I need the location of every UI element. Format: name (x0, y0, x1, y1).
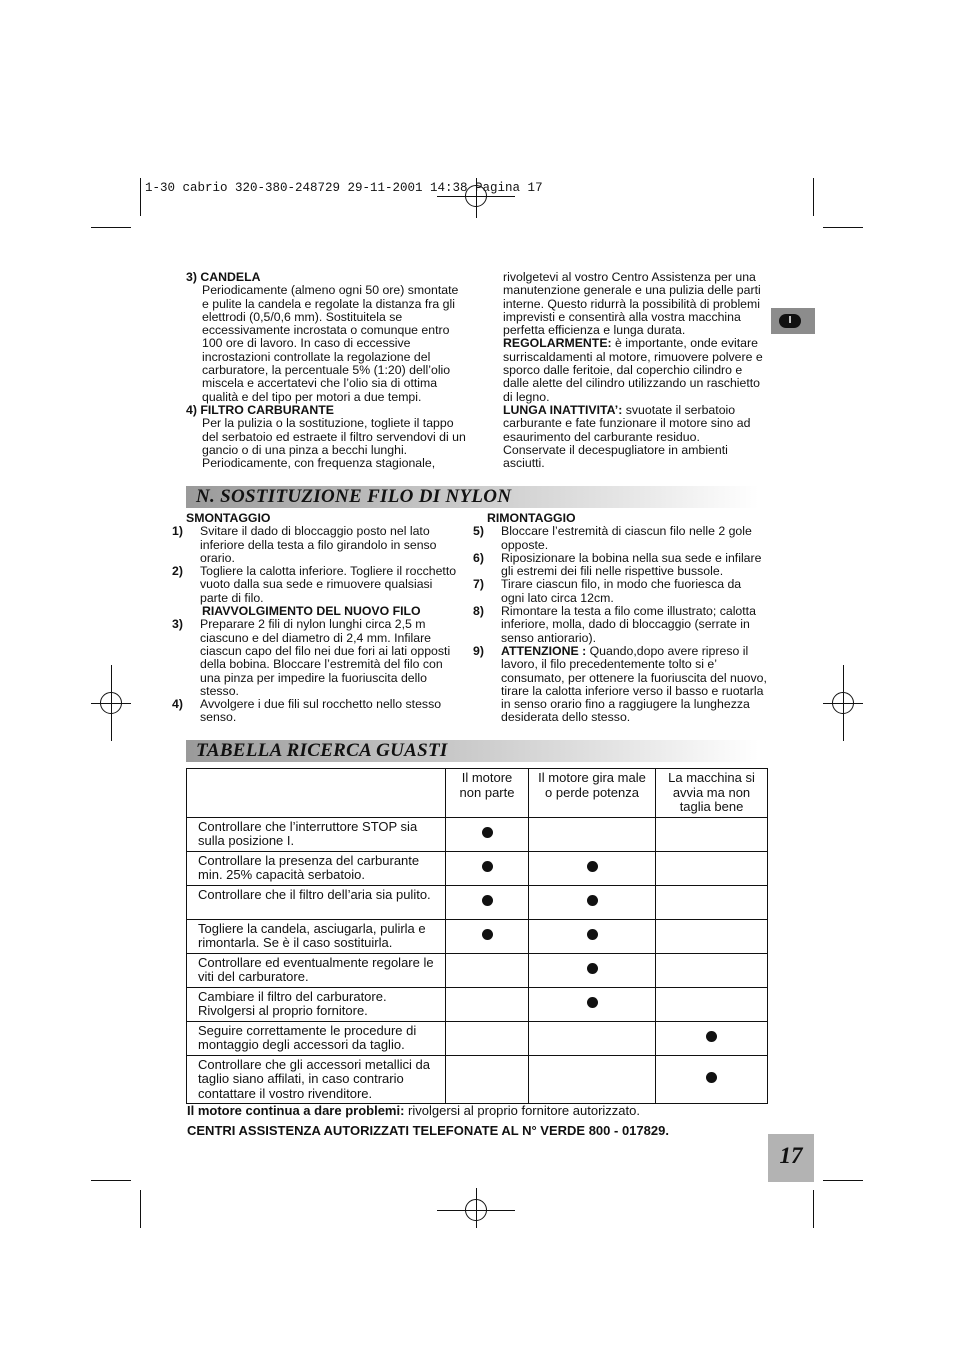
bullet-dot-icon (587, 895, 598, 906)
page-number-box (768, 1134, 814, 1182)
step-5 (473, 524, 767, 552)
step-1-text: Svitare il dado di bloccaggio posto nel lato inferiore della testa a filo girandolo in senso orario. (200, 524, 437, 565)
table-row-action: Controllare la presenza del carburante min. 25% capacità serbatoio. (187, 851, 446, 885)
table-row-action: Togliere la candela, asciugarla, pulirla e rimontarla. Se è il caso sostituirla. (187, 919, 446, 953)
print-header: 1-30 cabrio 320-380-248729 29-11-2001 14:38 Pagina 17 (145, 181, 543, 195)
filtro-text: Per la pulizia o la sostituzione, togliete il tappo del serbatoio ed estraete il filtro servendovi di un gancio o di una pinza a becchi lunghi. Periodicamente, con frequenza stagionale, (202, 416, 466, 471)
candela-title: 3) CANDELA (186, 270, 261, 284)
candela-text: Periodicamente (almeno ogni 50 ore) smontate e pulite la candela e regolate la distanza fra gli elettrodi (0,5/0,6 mm). Sostituitela se eccessivamente incrostata o comunque entro 100 ore di lavoro. In caso di eccessive incrostazioni controllate la regolazione del carburatore, la percentuale 5% (1:20) dell’olio miscela e accertatevi che l’olio sia di ottima qualità e del tipo per motori a due tempi. (202, 283, 459, 404)
step-3 (172, 617, 458, 698)
step-7-text: Tirare ciascun filo, in modo che fuoriesca da ogni lato circa 12cm. (501, 577, 742, 605)
step-8 (473, 604, 767, 645)
conservate-text: Conservate il decespugliatore in ambienti asciutti. (503, 442, 728, 471)
footer-problem-text: rivolgersi al proprio fornitore autorizzato. (404, 1103, 640, 1118)
mark-cell (656, 919, 768, 953)
step-6-text: Riposizionare la bobina nella sua sede e infilare gli estremi dei fili nelle rispettive bussole. (501, 550, 762, 579)
table-header-row (187, 769, 768, 818)
step-2 (172, 564, 458, 605)
mark-cell (529, 987, 656, 1021)
table-row (187, 817, 768, 851)
mark-cell (446, 1021, 529, 1055)
mark-cell (656, 1055, 768, 1104)
table-header-cell: Il motore gira male o perde potenza (529, 769, 656, 818)
step-3-text: Preparare 2 fili di nylon lunghi circa 2,5 m ciascuno e del diametro di 2,4 mm. Infilare ciascun capo del filo nei due fori ai lati opposti della bobina. Bloccare l’estremità del filo con una pinza per impedire la fuoriuscita dello stesso. (200, 617, 451, 698)
table-row-action: Seguire correttamente le procedure di montaggio degli accessori da taglio. (187, 1021, 446, 1055)
step-7 (473, 577, 767, 605)
mark-cell (446, 987, 529, 1021)
mark-cell (529, 1055, 656, 1104)
table-row (187, 953, 768, 987)
assistenza-text: rivolgetevi al vostro Centro Assistenza per una manutenzione generale e una pulizia delle parti interne. Questo ridurrà la possibilità di problemi imprevisti e consentirà alla vostra macchina perfetta efficienza e lunga durata. (503, 270, 761, 338)
language-tab (771, 308, 815, 334)
step-6-number: 6) (473, 550, 484, 565)
filtro-title: 4) FILTRO CARBURANTE (186, 402, 335, 417)
step-8-number: 8) (473, 604, 484, 619)
mark-cell (656, 987, 768, 1021)
bullet-dot-icon (587, 997, 598, 1008)
step-4 (172, 697, 458, 725)
troubleshooting-table (186, 768, 768, 1104)
bullet-dot-icon (587, 963, 598, 974)
rimontaggio-title: RIMONTAGGIO (487, 511, 576, 525)
section-guasti-banner (186, 740, 759, 762)
maintenance-right-column (503, 271, 769, 470)
step-8-text: Rimontare la testa a filo come illustrato; calotta inferiore, molla, dado di bloccaggio (serrate in senso antiorario). (501, 604, 756, 645)
mark-cell (656, 851, 768, 885)
bullet-dot-icon (482, 929, 493, 940)
table-header-cell: Il motore non parte (446, 769, 529, 818)
rimontaggio-column (473, 511, 767, 725)
mark-cell (446, 919, 529, 953)
inattivita-text: svuotate il serbatoio carburante e fate funzionare il motore sino ad esaurimento del carburante residuo. (503, 402, 751, 444)
section-nylon-title: N. SOSTITUZIONE FILO DI NYLON (196, 486, 512, 507)
mark-cell (529, 817, 656, 851)
step-9-text: Quando,dopo avere ripreso il lavoro, il filo precedentemente tolto si e’ consumato, per ottenere la fuoriuscita del nuovo, tirare la calotta inferiore verso il basso e ruotarla in senso orario fino a raggiugere la lunghezza desiderata dello stesso. (501, 643, 767, 725)
table-row (187, 1021, 768, 1055)
mark-cell (529, 851, 656, 885)
mark-cell (529, 919, 656, 953)
step-4-number: 4) (172, 697, 183, 712)
table-header-cell: La macchina si avvia ma non taglia bene (656, 769, 768, 818)
table-row-action: Controllare che l’interruttore STOP sia sulla posizione I. (187, 817, 446, 851)
maintenance-left-column (186, 271, 466, 470)
step-9-number: 9) (473, 643, 484, 658)
step-4-text: Avvolgere i due fili sul rocchetto nello stesso senso. (200, 697, 442, 725)
step-7-number: 7) (473, 577, 484, 592)
table-row (187, 851, 768, 885)
attenzione-label: ATTENZIONE : (501, 643, 587, 658)
bullet-dot-icon (587, 929, 598, 940)
bullet-dot-icon (706, 1072, 717, 1083)
footer-centri-line: CENTRI ASSISTENZA AUTORIZZATI TELEFONATE AL N° VERDE 800 - 017829. (187, 1123, 669, 1138)
table-row-action: Cambiare il filtro del carburatore. Rivolgersi al proprio fornitore. (187, 987, 446, 1021)
regolarmente-text: è importante, onde evitare surriscaldamenti al motore, rimuovere polvere e sporco dalle feritoie, dal coperchio cilindro e dalle alette del cilindro utilizzando un raschietto di legno. (503, 336, 763, 404)
step-6 (473, 550, 767, 579)
inattivita-paragraph (503, 404, 769, 444)
step-5-text: Bloccare l’estremità di ciascun filo nelle 2 gole opposte. (501, 524, 752, 552)
step-3-number: 3) (172, 617, 183, 632)
mark-cell (529, 953, 656, 987)
section-guasti-title: TABELLA RICERCA GUASTI (196, 740, 448, 761)
bullet-dot-icon (587, 861, 598, 872)
step-1 (172, 524, 458, 565)
mark-cell (529, 1021, 656, 1055)
bullet-dot-icon (482, 827, 493, 838)
language-tab-label: I (779, 314, 801, 328)
page-number: 17 (779, 1143, 803, 1168)
step-2-number: 2) (172, 564, 183, 579)
footer-problem-line (187, 1103, 640, 1118)
mark-cell (656, 817, 768, 851)
regolarmente-paragraph (503, 337, 769, 403)
regolarmente-label: REGOLARMENTE: (503, 336, 612, 351)
section-nylon-banner (186, 486, 759, 508)
table-row (187, 919, 768, 953)
step-2-text: Togliere la calotta inferiore. Togliere il rocchetto vuoto dalla sua sede e rimuovere qualsiasi parte di filo. (200, 564, 457, 605)
mark-cell (446, 953, 529, 987)
table-row (187, 1055, 768, 1104)
mark-cell (656, 1021, 768, 1055)
bullet-dot-icon (706, 1031, 717, 1042)
table-row-action: Controllare che gli accessori metallici da taglio siano affilati, in caso contrario contattare il vostro rivenditore. (187, 1055, 446, 1104)
table-row-action: Controllare che il filtro dell’aria sia pulito. (187, 885, 446, 919)
table-header-empty (187, 769, 446, 818)
smontaggio-title: SMONTAGGIO (186, 511, 271, 525)
bullet-dot-icon (482, 861, 493, 872)
table-row-action: Controllare ed eventualmente regolare le viti del carburatore. (187, 953, 446, 987)
mark-cell (656, 885, 768, 919)
smontaggio-column (172, 511, 458, 725)
step-1-number: 1) (172, 524, 183, 539)
mark-cell (446, 817, 529, 851)
mark-cell (446, 851, 529, 885)
inattivita-label: LUNGA INATTIVITA’: (503, 402, 623, 417)
footer-problem-label: Il motore continua a dare problemi: (187, 1103, 405, 1118)
step-9 (473, 643, 767, 725)
mark-cell (446, 1055, 529, 1104)
mark-cell (656, 953, 768, 987)
table-row (187, 987, 768, 1021)
table-row (187, 885, 768, 919)
mark-cell (529, 885, 656, 919)
riavvolgimento-title: RIAVVOLGIMENTO DEL NUOVO FILO (202, 604, 421, 619)
mark-cell (446, 885, 529, 919)
step-5-number: 5) (473, 524, 484, 539)
bullet-dot-icon (482, 895, 493, 906)
